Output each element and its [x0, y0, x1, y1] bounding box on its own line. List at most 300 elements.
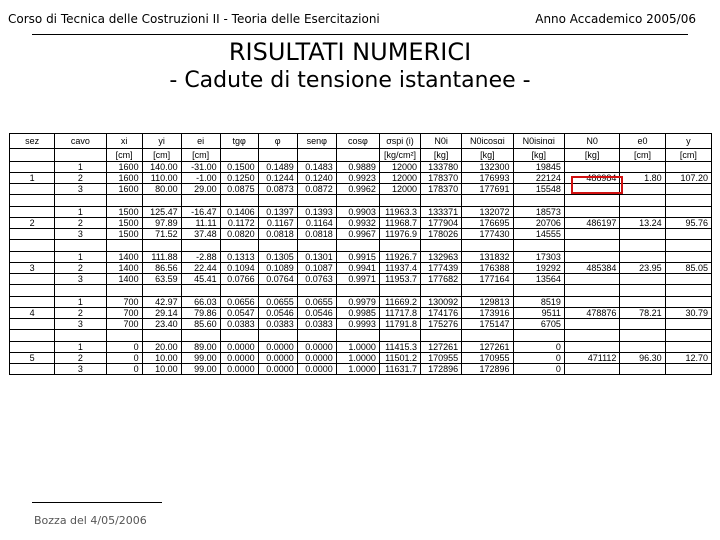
data-cell: 111.88: [142, 252, 181, 263]
result-n0-cell: [564, 252, 620, 263]
spacer-cell: [620, 240, 665, 252]
data-cell: 0.1087: [297, 263, 336, 274]
spacer-cell: [421, 330, 462, 342]
data-cell: 175276: [421, 319, 462, 330]
data-cell: 170955: [421, 353, 462, 364]
spacer-cell: [513, 195, 564, 207]
data-cell: 0.1250: [220, 173, 258, 184]
spacer-cell: [620, 195, 665, 207]
result-n0-cell: [564, 297, 620, 308]
spacer-cell: [336, 240, 379, 252]
section-cell: [10, 184, 55, 195]
spacer-cell: [379, 195, 420, 207]
result-n0-cell: 486984: [564, 173, 620, 184]
result-y-cell: [665, 252, 711, 263]
data-cell: 8519: [513, 297, 564, 308]
data-cell: 0.0656: [220, 297, 258, 308]
spacer-cell: [258, 330, 297, 342]
spacer-cell: [10, 240, 55, 252]
result-e0-cell: 96.30: [620, 353, 665, 364]
result-e0-cell: 78.21: [620, 308, 665, 319]
section-cell: 4: [10, 308, 55, 319]
data-cell: 19292: [513, 263, 564, 274]
data-cell: -1.00: [181, 173, 220, 184]
data-cell: 63.59: [142, 274, 181, 285]
spacer-cell: [297, 195, 336, 207]
column-header: N0i: [421, 134, 462, 149]
section-cell: 3: [10, 263, 55, 274]
header-divider: [32, 34, 688, 35]
unit-cell: [258, 149, 297, 162]
data-cell: 85.60: [181, 319, 220, 330]
data-cell: 12000: [379, 173, 420, 184]
spacer-row: [10, 285, 712, 297]
data-cell: 0.0655: [258, 297, 297, 308]
spacer-cell: [665, 195, 711, 207]
data-cell: 0.0383: [220, 319, 258, 330]
section-cell: [10, 342, 55, 353]
data-cell: 0: [106, 353, 142, 364]
data-cell: 0.0547: [220, 308, 258, 319]
spacer-cell: [379, 240, 420, 252]
data-cell: 0.9889: [336, 162, 379, 173]
data-cell: 175147: [462, 319, 513, 330]
data-cell: 11501.2: [379, 353, 420, 364]
data-cell: 11.11: [181, 218, 220, 229]
data-cell: -16.47: [181, 207, 220, 218]
unit-cell: [kg]: [564, 149, 620, 162]
data-cell: 2: [55, 263, 106, 274]
data-cell: 0: [106, 364, 142, 375]
column-header: cavo: [55, 134, 106, 149]
data-cell: 12000: [379, 162, 420, 173]
unit-cell: [297, 149, 336, 162]
data-cell: 0.0546: [258, 308, 297, 319]
data-cell: 2: [55, 173, 106, 184]
result-y-cell: [665, 319, 711, 330]
data-cell: 177682: [421, 274, 462, 285]
data-cell: 0.1406: [220, 207, 258, 218]
data-cell: 1: [55, 207, 106, 218]
data-cell: 0.9967: [336, 229, 379, 240]
data-cell: 0.1244: [258, 173, 297, 184]
data-cell: 3: [55, 319, 106, 330]
data-cell: 10.00: [142, 353, 181, 364]
spacer-cell: [297, 240, 336, 252]
unit-cell: [kg]: [421, 149, 462, 162]
section-cell: [10, 207, 55, 218]
result-e0-cell: [620, 184, 665, 195]
section-cell: 5: [10, 353, 55, 364]
unit-cell: [336, 149, 379, 162]
column-header: sez: [10, 134, 55, 149]
data-cell: 0.1489: [258, 162, 297, 173]
data-cell: 11937.4: [379, 263, 420, 274]
data-cell: 3: [55, 274, 106, 285]
data-cell: 0.9979: [336, 297, 379, 308]
result-e0-cell: [620, 297, 665, 308]
spacer-cell: [421, 195, 462, 207]
data-cell: 0.1301: [297, 252, 336, 263]
data-cell: 99.00: [181, 353, 220, 364]
spacer-cell: [142, 240, 181, 252]
data-cell: 700: [106, 319, 142, 330]
data-cell: 0.1172: [220, 218, 258, 229]
data-cell: 0.0818: [297, 229, 336, 240]
data-cell: 3: [55, 229, 106, 240]
data-cell: 79.86: [181, 308, 220, 319]
table-row: [10, 308, 712, 319]
unit-cell: [55, 149, 106, 162]
data-cell: 700: [106, 308, 142, 319]
result-e0-cell: [620, 319, 665, 330]
data-cell: 11976.9: [379, 229, 420, 240]
data-cell: 0.1089: [258, 263, 297, 274]
result-y-cell: [665, 364, 711, 375]
data-cell: 0.1164: [297, 218, 336, 229]
spacer-cell: [665, 240, 711, 252]
table-row: [10, 263, 712, 274]
data-cell: 29.14: [142, 308, 181, 319]
result-e0-cell: [620, 252, 665, 263]
data-cell: 110.00: [142, 173, 181, 184]
spacer-cell: [181, 240, 220, 252]
data-cell: 0.0764: [258, 274, 297, 285]
spacer-cell: [462, 195, 513, 207]
result-y-cell: 107.20: [665, 173, 711, 184]
spacer-cell: [620, 285, 665, 297]
data-cell: 132963: [421, 252, 462, 263]
data-cell: 11717.8: [379, 308, 420, 319]
data-cell: 9511: [513, 308, 564, 319]
spacer-cell: [336, 195, 379, 207]
data-cell: 176695: [462, 218, 513, 229]
spacer-cell: [55, 240, 106, 252]
result-e0-cell: [620, 342, 665, 353]
data-cell: 0.9923: [336, 173, 379, 184]
data-cell: 0.1397: [258, 207, 297, 218]
data-cell: 0: [513, 353, 564, 364]
result-y-cell: [665, 297, 711, 308]
column-header: y: [665, 134, 711, 149]
spacer-cell: [564, 330, 620, 342]
spacer-cell: [106, 195, 142, 207]
data-cell: 1600: [106, 162, 142, 173]
data-cell: 0.0000: [297, 364, 336, 375]
data-cell: 700: [106, 297, 142, 308]
section-cell: 1: [10, 173, 55, 184]
data-cell: 178370: [421, 184, 462, 195]
spacer-cell: [620, 330, 665, 342]
data-cell: 19845: [513, 162, 564, 173]
data-cell: 18573: [513, 207, 564, 218]
result-y-cell: 95.76: [665, 218, 711, 229]
spacer-cell: [297, 285, 336, 297]
data-cell: 127261: [462, 342, 513, 353]
spacer-cell: [258, 240, 297, 252]
spacer-cell: [336, 285, 379, 297]
data-cell: 1400: [106, 263, 142, 274]
result-y-cell: 85.05: [665, 263, 711, 274]
data-cell: 11953.7: [379, 274, 420, 285]
data-cell: 177904: [421, 218, 462, 229]
spacer-cell: [106, 330, 142, 342]
data-cell: 80.00: [142, 184, 181, 195]
data-cell: 0.1240: [297, 173, 336, 184]
data-cell: 1: [55, 162, 106, 173]
column-header: N0isinαi: [513, 134, 564, 149]
spacer-cell: [421, 285, 462, 297]
section-cell: 2: [10, 218, 55, 229]
data-cell: 2: [55, 353, 106, 364]
spacer-cell: [297, 330, 336, 342]
result-e0-cell: [620, 274, 665, 285]
column-header: senφ: [297, 134, 336, 149]
data-cell: 178370: [421, 173, 462, 184]
spacer-cell: [564, 285, 620, 297]
data-cell: 0.0000: [258, 353, 297, 364]
data-cell: 170955: [462, 353, 513, 364]
data-cell: 11963.3: [379, 207, 420, 218]
data-cell: 178026: [421, 229, 462, 240]
data-cell: 0.1483: [297, 162, 336, 173]
data-cell: 127261: [421, 342, 462, 353]
data-cell: 2: [55, 218, 106, 229]
data-cell: 1: [55, 252, 106, 263]
course-title: Corso di Tecnica delle Costruzioni II - Teoria delle Esercitazioni: [8, 12, 380, 26]
data-cell: 177439: [421, 263, 462, 274]
spacer-cell: [181, 330, 220, 342]
data-cell: 11669.2: [379, 297, 420, 308]
section-cell: [10, 364, 55, 375]
data-cell: 0.9993: [336, 319, 379, 330]
data-cell: 0.9985: [336, 308, 379, 319]
data-cell: 1.0000: [336, 353, 379, 364]
data-cell: 131832: [462, 252, 513, 263]
spacer-cell: [379, 330, 420, 342]
data-cell: 0.0000: [220, 342, 258, 353]
data-cell: 1.0000: [336, 364, 379, 375]
data-cell: 2: [55, 308, 106, 319]
result-n0-cell: [564, 319, 620, 330]
data-cell: 1500: [106, 207, 142, 218]
header-row: [10, 134, 712, 149]
spacer-cell: [462, 330, 513, 342]
result-n0-cell: 485384: [564, 263, 620, 274]
data-cell: 0.1094: [220, 263, 258, 274]
data-cell: 11968.7: [379, 218, 420, 229]
section-cell: [10, 162, 55, 173]
data-cell: 0.0000: [297, 342, 336, 353]
data-cell: 0.0546: [297, 308, 336, 319]
data-cell: 177164: [462, 274, 513, 285]
unit-cell: [kg/cm²]: [379, 149, 420, 162]
data-cell: 0.1167: [258, 218, 297, 229]
data-cell: 1600: [106, 184, 142, 195]
data-cell: 45.41: [181, 274, 220, 285]
spacer-cell: [55, 285, 106, 297]
data-cell: 99.00: [181, 364, 220, 375]
data-cell: 125.47: [142, 207, 181, 218]
column-header: xi: [106, 134, 142, 149]
column-header: yi: [142, 134, 181, 149]
unit-cell: [kg]: [462, 149, 513, 162]
result-n0-cell: [564, 342, 620, 353]
data-cell: 172896: [421, 364, 462, 375]
data-cell: 130092: [421, 297, 462, 308]
spacer-cell: [336, 330, 379, 342]
n0-highlight-box: [571, 176, 623, 194]
data-cell: 1500: [106, 229, 142, 240]
data-cell: 22.44: [181, 263, 220, 274]
data-cell: 0.0000: [220, 364, 258, 375]
data-cell: 11631.7: [379, 364, 420, 375]
spacer-cell: [379, 285, 420, 297]
column-header: N0: [564, 134, 620, 149]
result-n0-cell: 478876: [564, 308, 620, 319]
spacer-cell: [665, 285, 711, 297]
unit-cell: [220, 149, 258, 162]
unit-cell: [10, 149, 55, 162]
data-cell: 133371: [421, 207, 462, 218]
data-cell: 89.00: [181, 342, 220, 353]
data-cell: 13564: [513, 274, 564, 285]
unit-cell: [cm]: [181, 149, 220, 162]
data-cell: 6705: [513, 319, 564, 330]
result-e0-cell: [620, 162, 665, 173]
result-n0-cell: [564, 229, 620, 240]
data-cell: 0.9903: [336, 207, 379, 218]
data-cell: 3: [55, 364, 106, 375]
spacer-cell: [513, 330, 564, 342]
academic-year: Anno Accademico 2005/06: [535, 12, 696, 26]
data-cell: 3: [55, 184, 106, 195]
table-row: [10, 218, 712, 229]
data-cell: 0.1313: [220, 252, 258, 263]
spacer-cell: [55, 330, 106, 342]
result-y-cell: 12.70: [665, 353, 711, 364]
column-header: ei: [181, 134, 220, 149]
data-cell: 0.0763: [297, 274, 336, 285]
spacer-cell: [106, 285, 142, 297]
data-cell: 173916: [462, 308, 513, 319]
data-cell: 172896: [462, 364, 513, 375]
spacer-cell: [258, 195, 297, 207]
data-cell: 1500: [106, 218, 142, 229]
unit-cell: [kg]: [513, 149, 564, 162]
section-cell: [10, 297, 55, 308]
table-row: [10, 364, 712, 375]
data-cell: 17303: [513, 252, 564, 263]
result-y-cell: [665, 162, 711, 173]
result-e0-cell: 13.24: [620, 218, 665, 229]
spacer-cell: [564, 240, 620, 252]
column-header: σspi (i): [379, 134, 420, 149]
result-y-cell: [665, 342, 711, 353]
result-n0-cell: [564, 364, 620, 375]
data-cell: 133780: [421, 162, 462, 173]
spacer-cell: [220, 195, 258, 207]
data-cell: 12000: [379, 184, 420, 195]
data-cell: 0.0383: [258, 319, 297, 330]
result-e0-cell: 1.80: [620, 173, 665, 184]
data-cell: 20.00: [142, 342, 181, 353]
data-cell: 0.9971: [336, 274, 379, 285]
data-cell: 29.00: [181, 184, 220, 195]
spacer-cell: [142, 285, 181, 297]
data-cell: 1: [55, 342, 106, 353]
result-y-cell: [665, 184, 711, 195]
data-cell: 66.03: [181, 297, 220, 308]
table-row: [10, 162, 712, 173]
table-row: [10, 207, 712, 218]
data-cell: 1400: [106, 252, 142, 263]
table-row: [10, 353, 712, 364]
data-cell: 0.9932: [336, 218, 379, 229]
data-cell: -31.00: [181, 162, 220, 173]
section-cell: [10, 252, 55, 263]
data-cell: 1.0000: [336, 342, 379, 353]
data-cell: 37.48: [181, 229, 220, 240]
data-cell: 1: [55, 297, 106, 308]
result-y-cell: [665, 207, 711, 218]
data-cell: 0.0873: [258, 184, 297, 195]
spacer-cell: [220, 240, 258, 252]
spacer-cell: [462, 240, 513, 252]
data-cell: 1600: [106, 173, 142, 184]
data-cell: 0.0000: [220, 353, 258, 364]
data-cell: 14555: [513, 229, 564, 240]
data-cell: 0.0766: [220, 274, 258, 285]
data-cell: 0.1393: [297, 207, 336, 218]
data-cell: 132072: [462, 207, 513, 218]
result-n0-cell: 486197: [564, 218, 620, 229]
spacer-cell: [55, 195, 106, 207]
unit-cell: [cm]: [106, 149, 142, 162]
data-cell: 0.9915: [336, 252, 379, 263]
data-cell: 11791.8: [379, 319, 420, 330]
data-cell: 177691: [462, 184, 513, 195]
data-cell: 0.0820: [220, 229, 258, 240]
result-n0-cell: [564, 274, 620, 285]
slide-subtitle: - Cadute di tensione istantanee -: [169, 68, 531, 93]
table-row: [10, 319, 712, 330]
unit-cell: [cm]: [665, 149, 711, 162]
data-cell: 10.00: [142, 364, 181, 375]
unit-cell: [cm]: [142, 149, 181, 162]
column-header: φ: [258, 134, 297, 149]
data-cell: -2.88: [181, 252, 220, 263]
spacer-row: [10, 195, 712, 207]
data-cell: 0.0875: [220, 184, 258, 195]
result-e0-cell: 23.95: [620, 263, 665, 274]
result-e0-cell: [620, 207, 665, 218]
spacer-cell: [142, 195, 181, 207]
data-cell: 0.1305: [258, 252, 297, 263]
result-n0-cell: [564, 162, 620, 173]
data-cell: 0: [513, 364, 564, 375]
data-cell: 0.0818: [258, 229, 297, 240]
spacer-cell: [10, 285, 55, 297]
spacer-cell: [181, 195, 220, 207]
data-cell: 176993: [462, 173, 513, 184]
data-cell: 0: [106, 342, 142, 353]
column-header: tgφ: [220, 134, 258, 149]
table-row: [10, 229, 712, 240]
data-cell: 86.56: [142, 263, 181, 274]
data-cell: 0.1500: [220, 162, 258, 173]
data-cell: 0.9941: [336, 263, 379, 274]
